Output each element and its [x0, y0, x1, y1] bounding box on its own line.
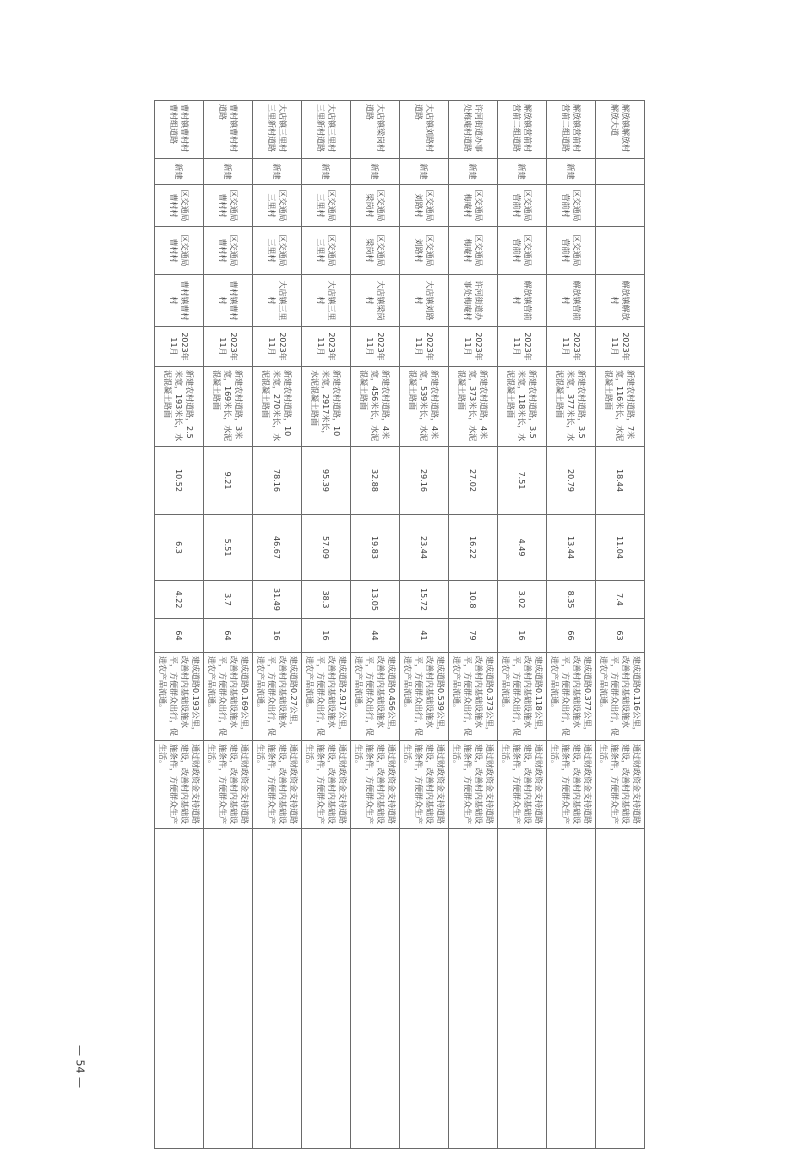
completion-time-cell: 2023年11月 — [449, 327, 498, 367]
project-type-cell: 新建 — [302, 159, 351, 185]
blank-cell — [155, 829, 204, 1149]
total-investment-cell: 7.51 — [498, 447, 547, 515]
completion-time-cell: 2023年11月 — [547, 327, 596, 367]
supervising-unit-cell: 区交通局 三里村 — [302, 227, 351, 275]
output-indicator-cell: 建成道路0.377公里，改善村内基础设施水平，方便群众出行，促进农产品流通。 — [547, 653, 596, 741]
location-cell: 大店镇梁岗村 — [351, 275, 400, 327]
supervising-unit-cell: 区交通局 三里村 — [253, 227, 302, 275]
construction-content-cell: 新建农村道路，3.5米宽，118米长，水泥混凝土路面 — [498, 367, 547, 447]
project-name-cell: 许河街道办事处梅庵村道路 — [449, 101, 498, 159]
blank-cell — [498, 829, 547, 1149]
beneficiaries-cell: 64 — [204, 619, 253, 653]
beneficiaries-cell: 44 — [351, 619, 400, 653]
location-cell: 解放镇营前村 — [498, 275, 547, 327]
table-row — [253, 101, 302, 1149]
supervising-unit-cell: 区交通局 梁岗村 — [351, 227, 400, 275]
benefit-mechanism-cell: 通过财政资金支持道路建设，改善村内基础设施条件，方便群众生产生活。 — [547, 741, 596, 829]
completion-time-cell: 2023年11月 — [351, 327, 400, 367]
benefit-mechanism-cell: 通过财政资金支持道路建设，改善村内基础设施条件，方便群众生产生活。 — [302, 741, 351, 829]
benefit-mechanism-cell: 通过财政资金支持道路建设，改善村内基础设施条件，方便群众生产生活。 — [351, 741, 400, 829]
output-indicator-cell: 建成道路0.539公里，改善村内基础设施水平，方便群众出行，促进农产品流通。 — [400, 653, 449, 741]
completion-time-cell: 2023年11月 — [155, 327, 204, 367]
fund-source-2-cell: 10.8 — [449, 581, 498, 619]
table-row — [449, 101, 498, 1149]
construction-content-cell: 新建农村道路，4米宽，456米长，水泥混凝土路面 — [351, 367, 400, 447]
project-type-cell: 新建 — [400, 159, 449, 185]
output-indicator-cell: 建成道路0.27公里，改善村内基础设施水平，方便群众出行，促进农产品流通。 — [253, 653, 302, 741]
output-indicator-cell: 建成道路0.456公里，改善村内基础设施水平，方便群众出行，促进农产品流通。 — [351, 653, 400, 741]
project-type-cell — [596, 159, 645, 185]
total-investment-cell: 27.02 — [449, 447, 498, 515]
table-rotator — [155, 100, 645, 1048]
project-name-cell: 曹村镇曹村村道路 — [204, 101, 253, 159]
table-body — [155, 101, 645, 1149]
table-row — [351, 101, 400, 1149]
table-row — [302, 101, 351, 1149]
implementing-unit-cell: 区交通局 刘路村 — [400, 185, 449, 227]
output-indicator-cell: 建成道路0.116公里，改善村内基础设施水平，方便群众出行，促进农产品流通。 — [596, 653, 645, 741]
project-type-cell: 新建 — [498, 159, 547, 185]
fund-source-2-cell: 31.49 — [253, 581, 302, 619]
fund-source-1-cell: 6.3 — [155, 515, 204, 581]
project-type-cell: 新建 — [449, 159, 498, 185]
supervising-unit-cell: 区交通局 刘路村 — [400, 227, 449, 275]
project-type-cell: 新建 — [204, 159, 253, 185]
fund-source-1-cell: 19.83 — [351, 515, 400, 581]
project-type-cell: 新建 — [155, 159, 204, 185]
blank-cell — [547, 829, 596, 1149]
total-investment-cell: 78.16 — [253, 447, 302, 515]
beneficiaries-cell: 16 — [498, 619, 547, 653]
supervising-unit-cell: 区交通局 营前村 — [498, 227, 547, 275]
completion-time-cell: 2023年11月 — [400, 327, 449, 367]
table-row — [547, 101, 596, 1149]
project-name-cell: 解放镇营前村营前二组道路 — [498, 101, 547, 159]
benefit-mechanism-cell: 通过财政资金支持道路建设，改善村内基础设施条件，方便群众生产生活。 — [253, 741, 302, 829]
construction-content-cell: 新建农村道路，4米宽，373米长，水泥混凝土路面 — [449, 367, 498, 447]
implementing-unit-cell: 区交通局 曹村村 — [204, 185, 253, 227]
beneficiaries-cell: 41 — [400, 619, 449, 653]
total-investment-cell: 95.39 — [302, 447, 351, 515]
blank-cell — [253, 829, 302, 1149]
implementing-unit-cell: 区交通局 梅庵村 — [449, 185, 498, 227]
implementing-unit-cell: 区交通局 营前村 — [498, 185, 547, 227]
construction-content-cell: 新建农村道路，3米宽，169米长，水泥混凝土路面 — [204, 367, 253, 447]
implementing-unit-cell — [596, 185, 645, 227]
fund-source-1-cell: 11.04 — [596, 515, 645, 581]
supervising-unit-cell: 区交通局 曹村村 — [155, 227, 204, 275]
beneficiaries-cell: 66 — [547, 619, 596, 653]
supervising-unit-cell: 区交通局 曹村村 — [204, 227, 253, 275]
benefit-mechanism-cell: 通过财政资金支持道路建设，改善村内基础设施条件，方便群众生产生活。 — [204, 741, 253, 829]
fund-source-1-cell: 13.44 — [547, 515, 596, 581]
fund-source-1-cell: 46.67 — [253, 515, 302, 581]
benefit-mechanism-cell: 通过财政资金支持道路建设，改善村内基础设施条件，方便群众生产生活。 — [400, 741, 449, 829]
construction-content-cell: 新建农村道路，10米宽，270米长，水泥混凝土路面 — [253, 367, 302, 447]
project-name-cell: 大店镇三里村三里新村道路 — [302, 101, 351, 159]
completion-time-cell: 2023年11月 — [596, 327, 645, 367]
output-indicator-cell: 建成道路2.917公里，改善村内基础设施水平，方便群众出行，促进农产品流通。 — [302, 653, 351, 741]
supervising-unit-cell — [596, 227, 645, 275]
fund-source-1-cell: 57.09 — [302, 515, 351, 581]
beneficiaries-cell: 16 — [302, 619, 351, 653]
project-name-cell: 解放镇营前村营前二组道路 — [547, 101, 596, 159]
project-type-cell: 新建 — [547, 159, 596, 185]
construction-content-cell: 新建农村道路，7米宽，116米长，水泥混凝土路面 — [596, 367, 645, 447]
benefit-mechanism-cell: 通过财政资金支持道路建设，改善村内基础设施条件，方便群众生产生活。 — [155, 741, 204, 829]
project-name-cell: 大店镇梁岗村道路 — [351, 101, 400, 159]
blank-cell — [351, 829, 400, 1149]
construction-content-cell: 新建农村道路，10米宽，2917米长，水泥混凝土路面 — [302, 367, 351, 447]
total-investment-cell: 32.88 — [351, 447, 400, 515]
total-investment-cell: 20.79 — [547, 447, 596, 515]
blank-cell — [596, 829, 645, 1149]
implementing-unit-cell: 区交通局 营前村 — [547, 185, 596, 227]
total-investment-cell: 18.44 — [596, 447, 645, 515]
project-type-cell: 新建 — [253, 159, 302, 185]
construction-content-cell: 新建农村道路，4米宽，539米长，水泥混凝土路面 — [400, 367, 449, 447]
project-name-cell: 大店镇刘路村道路 — [400, 101, 449, 159]
fund-source-2-cell: 4.22 — [155, 581, 204, 619]
construction-content-cell: 新建农村道路，3.5米宽，377米长，水泥混凝土路面 — [547, 367, 596, 447]
fund-source-2-cell: 7.4 — [596, 581, 645, 619]
blank-cell — [204, 829, 253, 1149]
location-cell: 许河街道办事处梅庵村 — [449, 275, 498, 327]
beneficiaries-cell: 79 — [449, 619, 498, 653]
blank-cell — [400, 829, 449, 1149]
fund-source-2-cell: 3.7 — [204, 581, 253, 619]
project-name-cell: 解放镇解放村解放大道 — [596, 101, 645, 159]
implementing-unit-cell: 区交通局 曹村村 — [155, 185, 204, 227]
output-indicator-cell: 建成道路0.193公里，改善村内基础设施水平，方便群众出行，促进农产品流通。 — [155, 653, 204, 741]
implementing-unit-cell: 区交通局 三里村 — [253, 185, 302, 227]
completion-time-cell: 2023年11月 — [498, 327, 547, 367]
beneficiaries-cell: 63 — [596, 619, 645, 653]
location-cell: 曹村镇曹村村 — [204, 275, 253, 327]
location-cell: 大店镇三里村 — [302, 275, 351, 327]
total-investment-cell: 10.52 — [155, 447, 204, 515]
total-investment-cell: 9.21 — [204, 447, 253, 515]
benefit-mechanism-cell: 通过财政资金支持道路建设，改善村内基础设施条件，方便群众生产生活。 — [596, 741, 645, 829]
blank-cell — [449, 829, 498, 1149]
page-number — [70, 1032, 90, 1102]
construction-content-cell: 新建农村道路，2.5米宽，193米长，水泥混凝土路面 — [155, 367, 204, 447]
output-indicator-cell: 建成道路0.118公里，改善村内基础设施水平，方便群众出行，促进农产品流通。 — [498, 653, 547, 741]
completion-time-cell: 2023年11月 — [204, 327, 253, 367]
fund-source-1-cell: 16.22 — [449, 515, 498, 581]
location-cell: 解放镇营前村 — [547, 275, 596, 327]
location-cell: 曹村镇曹村村 — [155, 275, 204, 327]
benefit-mechanism-cell: 通过财政资金支持道路建设，改善村内基础设施条件，方便群众生产生活。 — [449, 741, 498, 829]
supervising-unit-cell: 区交通局 营前村 — [547, 227, 596, 275]
total-investment-cell: 29.16 — [400, 447, 449, 515]
location-cell: 大店镇三里村 — [253, 275, 302, 327]
fund-source-1-cell: 4.49 — [498, 515, 547, 581]
table-row — [498, 101, 547, 1149]
blank-cell — [302, 829, 351, 1149]
fund-source-2-cell: 8.35 — [547, 581, 596, 619]
beneficiaries-cell: 16 — [253, 619, 302, 653]
fund-source-2-cell: 13.05 — [351, 581, 400, 619]
fund-source-2-cell: 15.72 — [400, 581, 449, 619]
fund-source-2-cell: 3.02 — [498, 581, 547, 619]
table-row — [596, 101, 645, 1149]
rotated-table-area — [155, 100, 645, 1048]
implementing-unit-cell: 区交通局 梁岗村 — [351, 185, 400, 227]
project-table — [154, 100, 645, 1149]
project-name-cell: 大店镇三里村三里新村道路 — [253, 101, 302, 159]
fund-source-1-cell: 5.51 — [204, 515, 253, 581]
table-row — [400, 101, 449, 1149]
completion-time-cell: 2023年11月 — [253, 327, 302, 367]
page-number-text: — 54 — — [73, 1045, 87, 1088]
location-cell: 解放镇解放村 — [596, 275, 645, 327]
supervising-unit-cell: 区交通局 梅庵村 — [449, 227, 498, 275]
location-cell: 大店镇刘路村 — [400, 275, 449, 327]
table-row — [155, 101, 204, 1149]
output-indicator-cell: 建成道路0.169公里，改善村内基础设施水平，方便群众出行，促进农产品流通。 — [204, 653, 253, 741]
benefit-mechanism-cell: 通过财政资金支持道路建设，改善村内基础设施条件，方便群众生产生活。 — [498, 741, 547, 829]
completion-time-cell: 2023年11月 — [302, 327, 351, 367]
implementing-unit-cell: 区交通局 三里村 — [302, 185, 351, 227]
fund-source-2-cell: 38.3 — [302, 581, 351, 619]
table-row — [204, 101, 253, 1149]
project-type-cell: 新建 — [351, 159, 400, 185]
beneficiaries-cell: 64 — [155, 619, 204, 653]
fund-source-1-cell: 23.44 — [400, 515, 449, 581]
project-name-cell: 曹村镇曹村村曹村组道路 — [155, 101, 204, 159]
output-indicator-cell: 建成道路0.373公里，改善村内基础设施水平，方便群众出行，促进农产品流通。 — [449, 653, 498, 741]
